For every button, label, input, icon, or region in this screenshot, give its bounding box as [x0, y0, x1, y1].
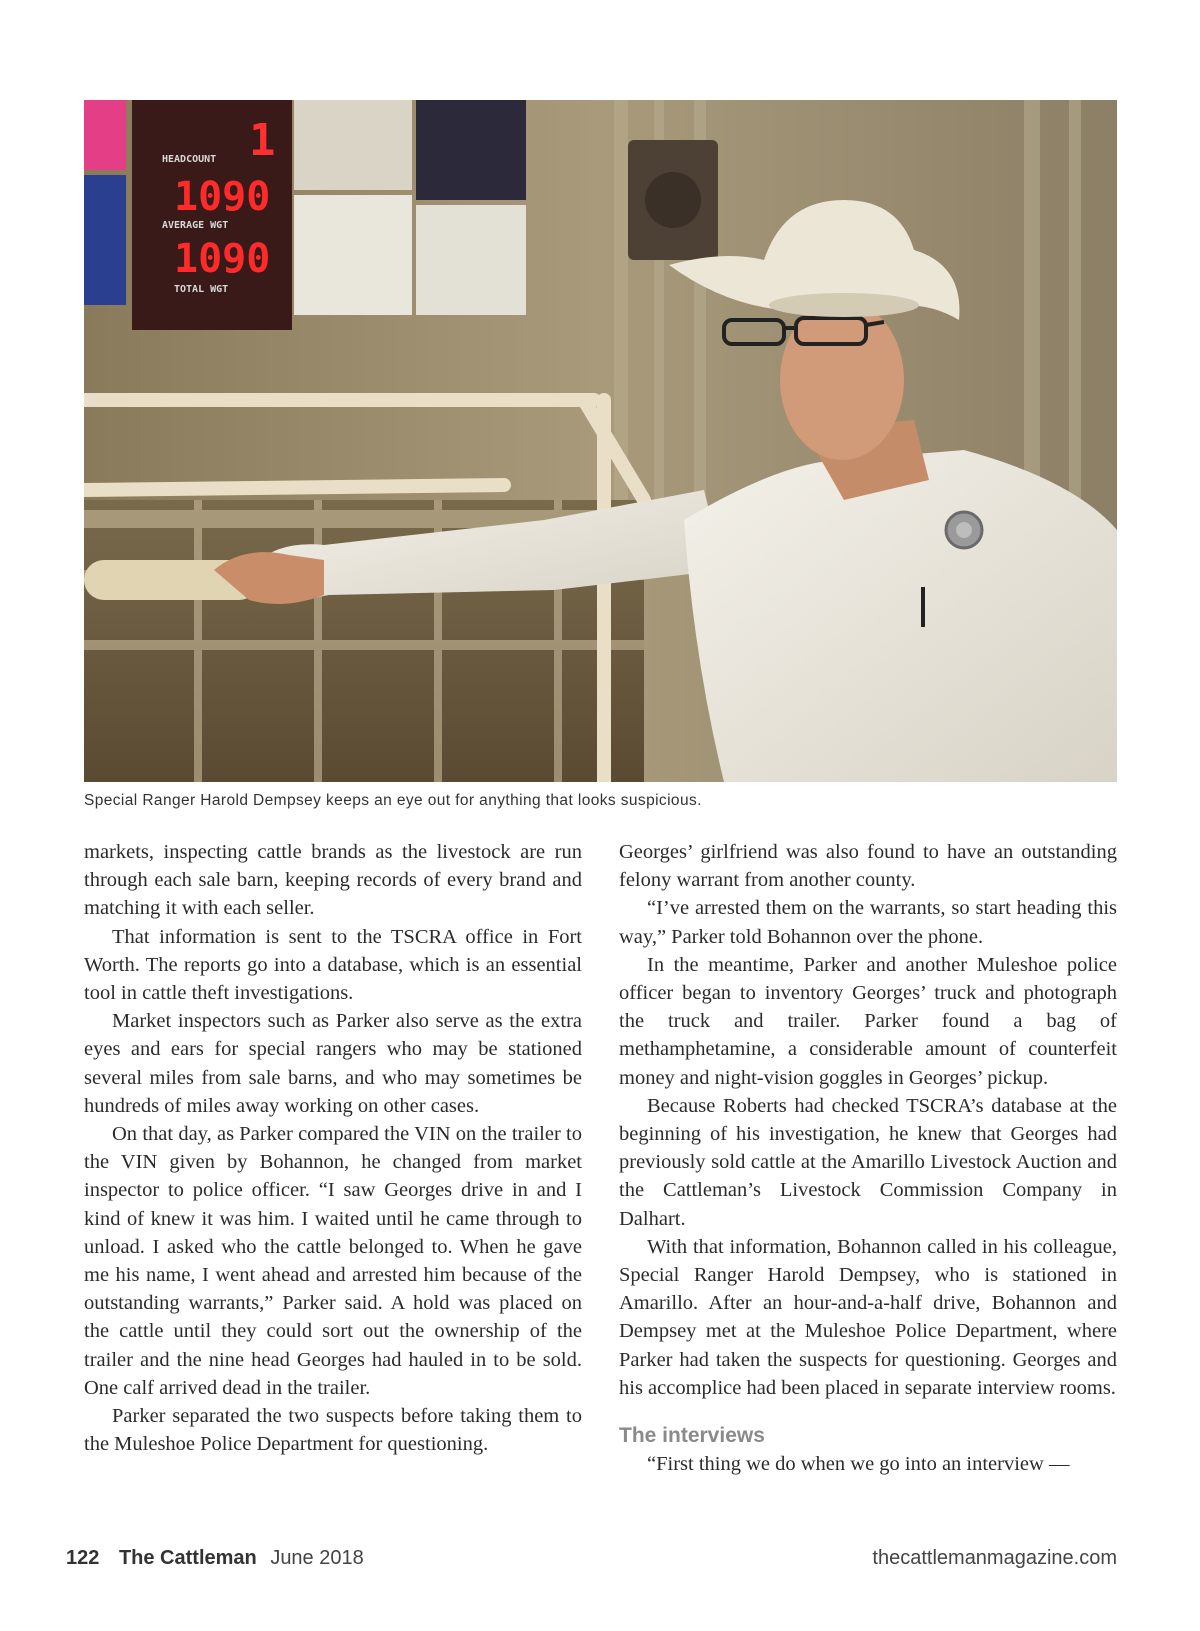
article-column-left	[84, 838, 582, 1458]
issue-date: June 2018	[270, 1547, 364, 1569]
paragraph: Market inspectors such as Parker also serve as the extra eyes and ears for special rangers who may be stationed several miles from sale barns, and who may sometimes be hundreds of miles away working on other cases.	[84, 1010, 582, 1117]
paragraph: markets, inspecting cattle brands as the livestock are run through each sale barn, keeping records of every brand and matching it with each seller.	[84, 841, 582, 920]
paragraph: On that day, as Parker compared the VIN on the trailer to the VIN given by Bohannon, he changed from market inspector to police officer. “I saw Georges drive in and I kind of knew it was him. I waited until he came through to unload. I asked who the cattle belonged to. When he gave me his name, I went ahead and arrested him because of the outstanding warrants,” Parker said. A hold was placed on the cattle until they could sort out the ownership of the trailer and the nine head Georges had hauled in to be sold. One calf arrived dead in the trailer.	[84, 1123, 582, 1399]
scoreboard-label-3: TOTAL WGT	[174, 284, 229, 295]
photo-caption: Special Ranger Harold Dempsey keeps an eye out for anything that looks suspicious.	[84, 792, 702, 809]
scoreboard-value-1: 1090	[174, 174, 271, 220]
paragraph: Parker separated the two suspects before taking them to the Muleshoe Police Department for questioning.	[84, 1405, 582, 1456]
paragraph: With that information, Bohannon called in his colleague, Special Ranger Harold Dempsey, who is stationed in Amarillo. After an hour-and-a-half drive, Bohannon and Dempsey met at the Muleshoe Police Department, where Parker had taken the suspects for questioning. Georges and his accomplice had been placed in separate interview rooms.	[619, 1235, 1117, 1399]
page-footer	[66, 1547, 1117, 1577]
paragraph: That information is sent to the TSCRA office in Fort Worth. The reports go into a database, which is an essential tool in cattle theft investigations.	[84, 925, 582, 1005]
paragraph: Because Roberts had checked TSCRA’s database at the beginning of his investigation, he knew that Georges had previously sold cattle at the Amarillo Livestock Auction and the Cattleman’s Livestock Commission Company in Dalhart.	[619, 1094, 1117, 1230]
scoreboard-count: 1	[249, 115, 276, 166]
website-link[interactable]: thecattlemanmagazine.com	[872, 1547, 1117, 1569]
article-photo	[84, 100, 1117, 782]
magazine-name: The Cattleman	[118, 1547, 257, 1569]
photo-ranger-at-sale-barn-icon	[84, 100, 1117, 782]
paragraph: Georges’ girlfriend was also found to have an outstanding felony warrant from another county.	[619, 841, 1117, 892]
paragraph: In the meantime, Parker and another Muleshoe police officer began to inventory Georges’ truck and photograph the truck and trailer. Parker found a bag of methamphetamine, a considerable amount of counterfeit money and night-vision goggles in Georges’ pickup.	[619, 953, 1117, 1089]
section-subhead: The interviews	[619, 1424, 765, 1448]
scoreboard-label-1: HEADCOUNT	[162, 154, 217, 165]
scoreboard-label-2: AVERAGE WGT	[162, 220, 229, 231]
page-number: 122	[66, 1547, 100, 1569]
paragraph: “I’ve arrested them on the warrants, so start heading this way,” Parker told Bohannon over the phone.	[619, 897, 1117, 948]
scoreboard-value-2: 1090	[174, 236, 271, 282]
paragraph: “First thing we do when we go into an interview —	[647, 1453, 1070, 1476]
article-column-right	[619, 838, 1117, 1478]
